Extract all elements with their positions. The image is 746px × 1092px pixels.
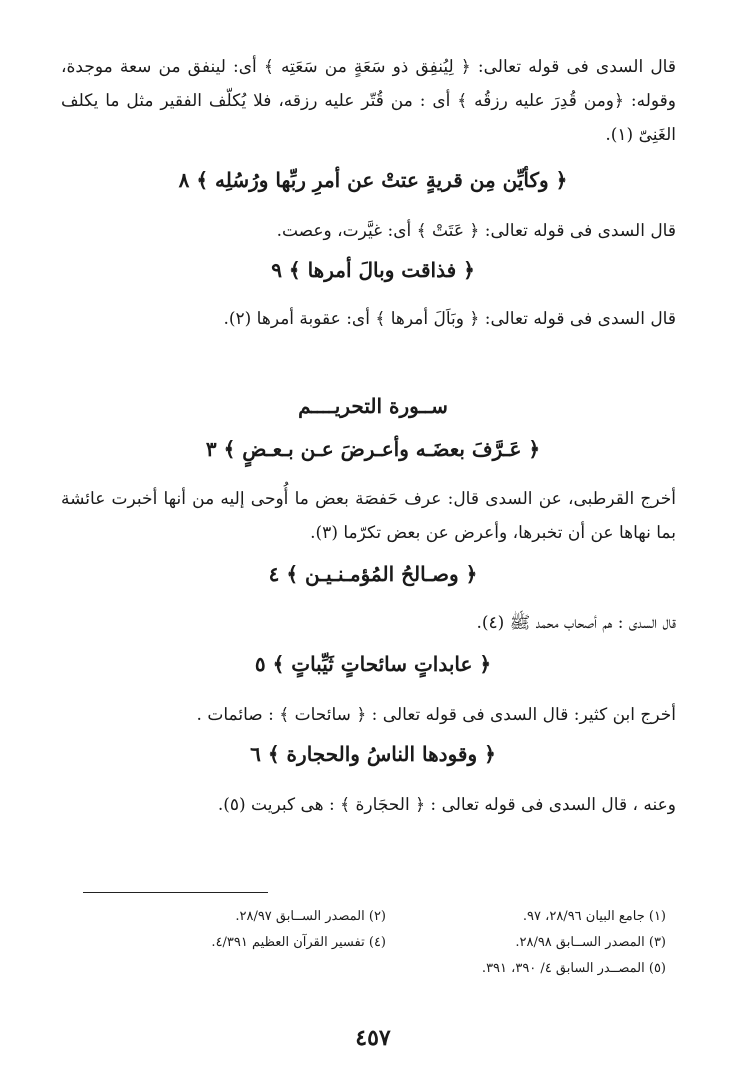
footnote-1: (١) جامع البيان ٢٨/٩٦، ٩٧. (522, 909, 666, 924)
footnote-separator (83, 892, 268, 893)
page-number: ٤٥٧ (355, 1025, 391, 1051)
verse-text: ﴿ فذاقت وبالَ أمرها ﴾ (288, 258, 475, 282)
verse-number: ٣ (205, 437, 217, 461)
commentary-paragraph-1: قال السدى فى قوله تعالى: ﴿ لِيُنفِق ذو سَعَةٍ من سَعَتِه ﴾ أى: لينفق من سعة موجدة، وقوله: ﴿ومن قُدِرَ عليه رزقُه ﴾ أى : من قُتّر عليه رزقه، فلا يُكلّف الفقير مثل ما يكلف الغَنِىّ (١). (61, 57, 676, 145)
footnote-5: (٥) المصــدر السابق ٤/ ٣٩٠، ٣٩١. (481, 961, 666, 976)
footnote-4: (٤) تفسير القرآن العظيم ٤/٣٩١. (211, 935, 386, 950)
verse-text: ﴿ وصـالحُ المُؤمـنـيـن ﴾ (286, 562, 478, 586)
verse-heading-6 (0, 742, 746, 766)
verse-heading-3 (0, 437, 746, 461)
verse-number: ٤ (268, 562, 280, 586)
verse-number: ٥ (254, 652, 266, 676)
verse-number: ٦ (250, 742, 261, 766)
verse-text: ﴿ عَـرَّفَ بعضَـه وأعـرضَ عـن بـعـضٍ ﴾ (223, 437, 541, 461)
verse-heading-8 (0, 168, 746, 192)
verse-heading-5 (0, 652, 746, 676)
verse-number: ٨ (178, 168, 190, 192)
commentary-paragraph-3: قال السدى فى قوله تعالى: ﴿ وبَاَلَ أمرها ﴾ أى: عقوبة أمرها (٢). (223, 309, 676, 329)
surah-title: ســورة التحريــــم (298, 394, 448, 418)
verse-text: ﴿ عابداتٍ سائحاتٍ ثَيِّباتٍ ﴾ (272, 652, 492, 676)
verse-text: ﴿ وكأيِّن مِن قريةٍ عتتْ عن أمرِ ربِّها ورُسُلِه ﴾ (196, 168, 568, 192)
verse-text: ﴿ وقودها الناسُ والحجارة ﴾ (267, 742, 496, 766)
verse-heading-4 (0, 562, 746, 586)
verse-number: ٩ (271, 258, 282, 282)
footnote-2: (٢) المصدر الســابق ٢٨/٩٧. (235, 909, 386, 924)
commentary-paragraph-7: وعنه ، قال السدى فى قوله تعالى : ﴿ الحجَارة ﴾ : هى كبريت (٥). (217, 795, 676, 815)
commentary-paragraph-6: أخرج ابن كثير: قال السدى فى قوله تعالى : ﴿ سائحات ﴾ : صائمات . (196, 705, 676, 725)
commentary-paragraph-5: قال السدى : هم أصحاب محمد ﷺ (٤). (476, 613, 676, 633)
footnote-3: (٣) المصدر الســابق ٢٨/٩٨. (515, 935, 666, 950)
verse-heading-9 (0, 258, 746, 282)
commentary-paragraph-2: قال السدى فى قوله تعالى: ﴿ عَتَتْ ﴾ أى: غيَّرت، وعصت. (276, 221, 676, 241)
commentary-paragraph-4: أخرج القرطبى، عن السدى قال: عرف حَفصَة بعض ما أُوحى إليه من أنها أخبرت عائشة بما نهاها عن أن تخبرها، وأعرض عن بعض تكرّما (٣). (61, 489, 676, 543)
